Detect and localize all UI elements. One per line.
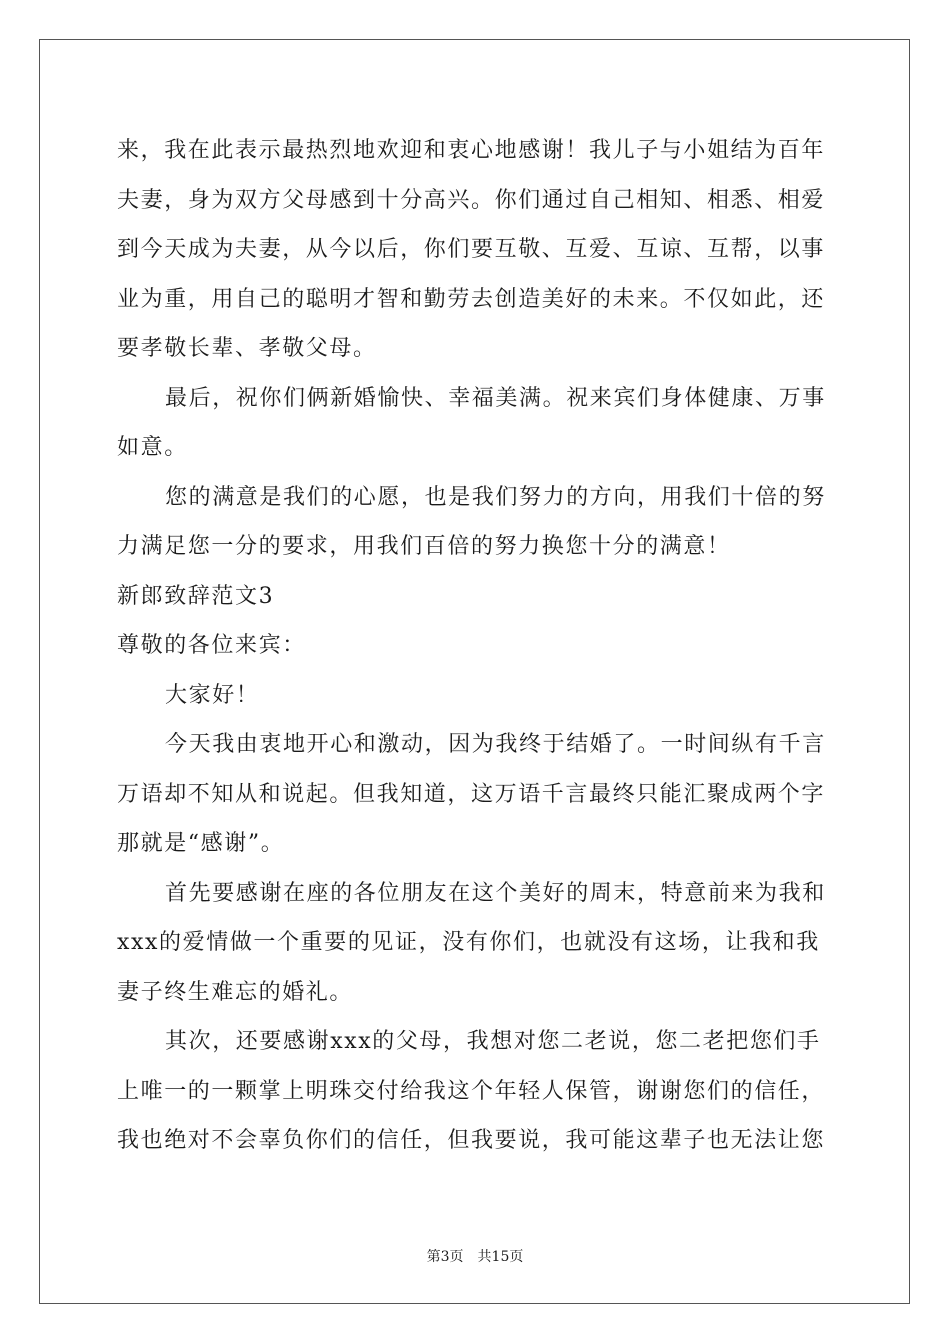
total-pages: 共15页 <box>477 1249 524 1265</box>
greeting: 大家好！ <box>165 682 260 708</box>
text-line: 到今天成为夫妻，从今以后，你们要互敬、互爱、互谅、互帮，以事 <box>117 237 826 262</box>
text-line: 最后，祝你们俩新婚愉快、幸福美满。祝来宾们身体健康、万事 <box>165 385 826 411</box>
section-heading: 新郎致辞范文3 <box>117 583 275 609</box>
document-body <box>117 126 833 1166</box>
page-footer <box>0 1246 950 1266</box>
text-line: 今天我由衷地开心和激动，因为我终于结婚了。一时间纵有千言 <box>165 732 826 757</box>
text-line: 要孝敬长辈、孝敬父母。 <box>117 336 377 361</box>
text-line: 妻子终生难忘的婚礼。 <box>117 979 354 1005</box>
text-line: 业为重，用自己的聪明才智和勤劳去创造美好的未来。不仅如此，还 <box>117 286 826 312</box>
text-line: 首先要感谢在座的各位朋友在这个美好的周末，特意前来为我和 <box>165 880 826 906</box>
text-line: 来，我在此表示最热烈地欢迎和衷心地感谢！我儿子与小姐结为百年 <box>117 138 826 163</box>
salutation: 尊敬的各位来宾： <box>117 633 306 658</box>
text-line: 您的满意是我们的心愿，也是我们努力的方向，用我们十倍的努 <box>165 484 826 510</box>
text-line: 夫妻，身为双方父母感到十分高兴。你们通过自己相知、相悉、相爱 <box>117 187 826 213</box>
text-line: xxx的爱情做一个重要的见证，没有你们，也就没有这场，让我和我 <box>117 930 820 955</box>
text-line: 我也绝对不会辜负你们的信任，但我要说，我可能这辈子也无法让您 <box>117 1128 826 1153</box>
text-line: 那就是“感谢”。 <box>117 831 285 856</box>
text-line: 其次，还要感谢xxx的父母，我想对您二老说，您二老把您们手 <box>165 1029 821 1054</box>
text-line: 如意。 <box>117 435 188 460</box>
text-line: 万语却不知从和说起。但我知道，这万语千言最终只能汇聚成两个字 <box>117 781 826 807</box>
text-line: 力满足您一分的要求，用我们百倍的努力换您十分的满意！ <box>117 534 731 559</box>
text-line: 上唯一的一颗掌上明珠交付给我这个年轻人保管，谢谢您们的信任， <box>117 1078 826 1104</box>
current-page-number: 第3页 <box>426 1249 464 1265</box>
